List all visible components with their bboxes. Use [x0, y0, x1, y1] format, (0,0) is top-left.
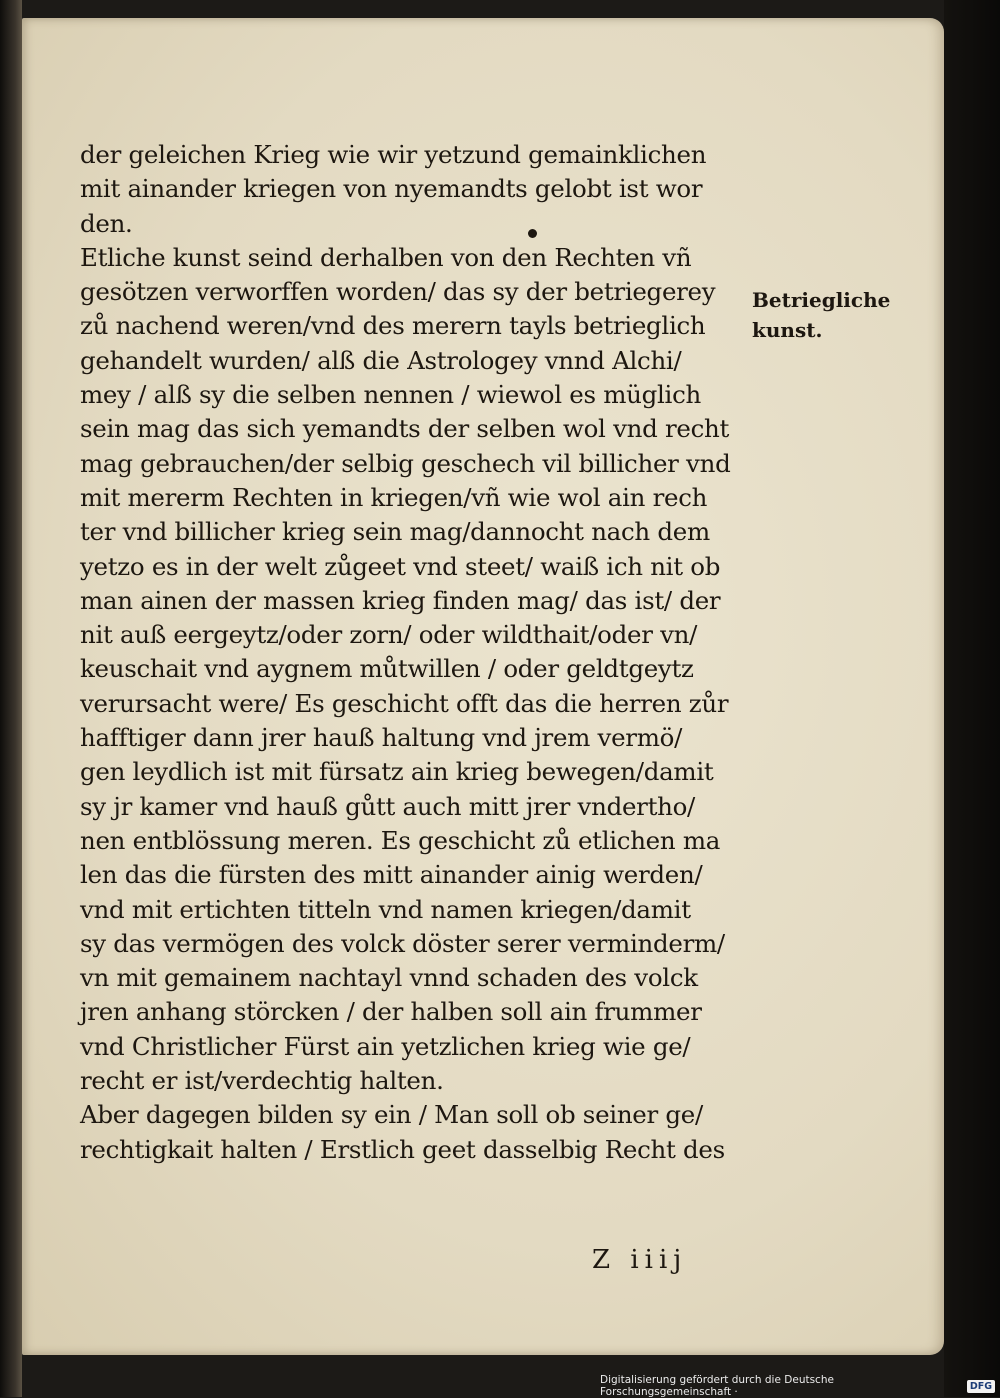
text-line: recht er ist/verdechtig halten. [80, 1066, 444, 1096]
text-line: sein mag das sich yemandts der selben wol vnd recht [80, 414, 730, 444]
text-line: vnd Christlicher Fürst ain yetzlichen krieg wie ge/ [80, 1031, 691, 1061]
text-line: nen entblössung meren. Es geschicht zů etlichen ma [80, 825, 721, 855]
marginal-note-line: kunst. [752, 318, 823, 342]
text-line: verursacht were/ Es geschicht offt das die herren zůr [80, 688, 729, 718]
text-line: gesötzen verworffen worden/ das sy der betriegerey [80, 277, 716, 307]
text-line: mit ainander kriegen von nyemandts gelobt ist wor [80, 174, 703, 204]
signature-mark: Z iiij [592, 1245, 688, 1275]
text-line: hafftiger dann jrer hauß haltung vnd jrem vermö/ [80, 723, 683, 753]
text-line: ter vnd billicher krieg sein mag/dannocht nach dem [80, 517, 710, 547]
text-line: mit mererm Rechten in kriegen/vñ wie wol ain rech [80, 482, 708, 512]
text-line: len das die fürsten des mitt ainander ainig werden/ [80, 860, 703, 890]
text-line: yetzo es in der welt zůgeet vnd steet/ waiß ich nit ob [80, 551, 721, 581]
text-line: Aber dagegen bilden sy ein / Man soll ob seiner ge/ [80, 1100, 703, 1130]
text-line: zů nachend weren/vnd des merern tayls betrieglich [80, 311, 706, 341]
page-edge-shadow [944, 0, 1000, 1397]
marginal-note-line: Betriegliche [752, 288, 891, 312]
text-line: vnd mit ertichten titteln vnd namen kriegen/damit [80, 894, 691, 924]
text-line: gehandelt wurden/ alß die Astrologey vnnd Alchi/ [80, 345, 682, 375]
text-line: man ainen der massen krieg finden mag/ das ist/ der [80, 585, 721, 615]
text-line: der geleichen Krieg wie wir yetzund gemainklichen [80, 140, 707, 169]
text-line: jren anhang störcken / der halben soll ain frummer [80, 997, 702, 1027]
text-line: Etliche kunst seind derhalben von den Rechten vñ [80, 242, 692, 272]
footer-text: Digitalisierung gefördert durch die Deutsche Forschungsgemeinschaft · [600, 1374, 834, 1398]
text-line: keuschait vnd aygnem můtwillen / oder geldtgeytz [80, 654, 694, 684]
footer-credit [600, 1374, 995, 1398]
dfg-logo: DFG [967, 1380, 995, 1393]
text-line: nit auß eergeytz/oder zorn/ oder wildthait/oder vn/ [80, 620, 698, 650]
text-line: gen leydlich ist mit fürsatz ain krieg bewegen/damit [80, 757, 714, 787]
book-spine-shadow [0, 0, 22, 1397]
text-line: sy jr kamer vnd hauß gůtt auch mitt jrer vndertho/ [80, 791, 696, 821]
marginal-note [752, 285, 890, 345]
text-line: den. [80, 208, 133, 238]
ink-dot [528, 229, 537, 238]
text-line: mag gebrauchen/der selbig geschech vil billicher vnd [80, 448, 731, 478]
text-line: rechtigkait halten / Erstlich geet dasselbig Recht des [80, 1134, 725, 1164]
main-text [80, 138, 770, 1167]
text-line: mey / alß sy die selben nennen / wiewol es müglich [80, 380, 701, 410]
text-line: sy das vermögen des volck döster serer verminderm/ [80, 928, 725, 958]
text-line: vn mit gemainem nachtayl vnnd schaden des volck [80, 963, 698, 993]
